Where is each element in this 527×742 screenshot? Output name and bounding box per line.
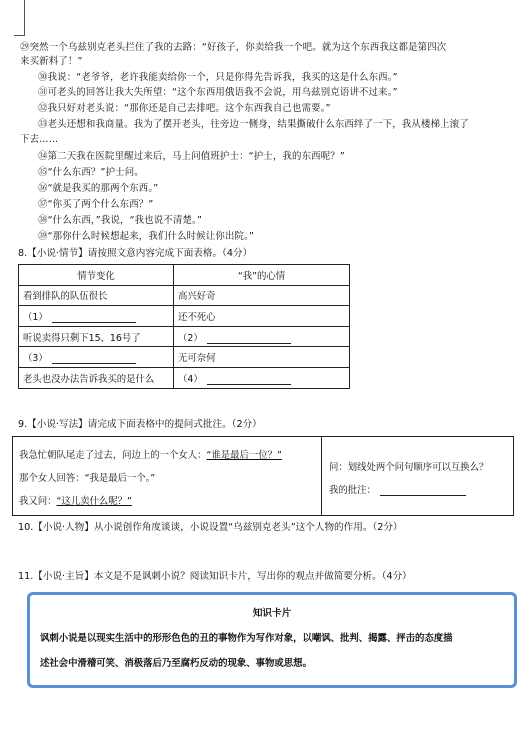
source-line-1: 我急忙朝队尾走了过去，问边上的一个女人：“谁是最后一位？”: [19, 450, 282, 461]
mood-cell-answer-4[interactable]: （4）: [174, 367, 350, 388]
plot-cell: 看到排队的队伍很长: [19, 285, 174, 306]
table-row: [19, 367, 350, 388]
question-10-title: 10.【小说·人物】从小说创作角度谈谈，小说设置“乌兹别克老头”这个人物的作用。（2分）: [18, 522, 403, 533]
column-header-plot: 情节变化: [19, 265, 174, 286]
answer-blank-3[interactable]: [52, 353, 136, 364]
passage-line: ㉝老头还想和我商量。我为了摆开老头，往旁边一侧身，结果撕破什么东西绊了一下，我从楼梯上滚了: [38, 119, 469, 130]
passage-line: ㉚我说：“老爷爷，老许我能卖给你一个，只是你得先告诉我，我买的这是什么东西。”: [38, 72, 398, 83]
passage-line: 来买新料了！”: [20, 56, 83, 67]
plot-cell-answer-1[interactable]: （1）: [19, 306, 174, 327]
column-header-mood: “我”的心情: [174, 265, 350, 286]
table-row: [19, 285, 350, 306]
table-row: [19, 326, 350, 347]
source-line-2: 那个女人回答：“我是最后一个。”: [19, 473, 156, 484]
passage-line: ㉟“什么东西？”护士问。: [38, 167, 144, 178]
mood-cell: 高兴好奇: [174, 285, 350, 306]
answer-blank-2[interactable]: [207, 333, 291, 344]
mood-cell-answer-2[interactable]: （2）: [174, 326, 350, 347]
knowledge-card: [27, 592, 517, 688]
table-row: [19, 306, 350, 327]
mood-cell: 还不死心: [174, 306, 350, 327]
underlined-question-2: “这儿卖什么呢？”: [56, 496, 132, 507]
passage-line: ㊲“你买了两个什么东西？”: [38, 199, 154, 210]
annotation-table: [12, 436, 514, 516]
question-11-title: 11.【小说·主旨】本文是不是讽刺小说？阅读知识卡片，写出你的观点并做简要分析。（4分）: [18, 571, 412, 582]
passage-line: ㊳“什么东西，”我说，“我也说不清楚。”: [38, 215, 203, 226]
annotation-source-text: [13, 437, 322, 515]
passage-line: ㉜我只好对老头说：“那你还是自己去排吧。这个东西我自己也需要。”: [38, 103, 331, 114]
annotation-question: 问：划线处两个问句顺序可以互换么？: [329, 462, 489, 473]
question-9-title: 9.【小说·写法】请完成下面表格中的提问式批注。（2分）: [18, 419, 262, 430]
passage-line: ㊱“就是我买的那两个东西。”: [38, 183, 159, 194]
plot-cell: 听说卖得只剩下15、16号了: [19, 326, 174, 347]
my-note-blank[interactable]: [380, 485, 466, 496]
mood-cell: 无可奈何: [174, 347, 350, 368]
knowledge-card-line-2: 述社会中滑稽可笑、消极落后乃至腐朽反动的现象、事物或思想。: [40, 658, 312, 669]
underlined-question-1: “谁是最后一位？”: [206, 450, 282, 461]
knowledge-card-line-1: 讽刺小说是以现实生活中的形形色色的丑的事物作为写作对象，以嘲讽、批判、揭露、抨击的态度描: [40, 633, 453, 644]
plot-cell-answer-3[interactable]: （3）: [19, 347, 174, 368]
knowledge-card-title: 知识卡片: [252, 608, 292, 619]
page-corner-mark: [14, 0, 25, 36]
my-note-row: 我的批注：: [329, 482, 466, 496]
answer-blank-1[interactable]: [52, 312, 136, 323]
passage-line: 下去……: [20, 134, 59, 145]
passage-line: ㉞第二天我在医院里醒过来后，马上问值班护士：“护士，我的东西呢？”: [38, 151, 345, 162]
table-row: [19, 347, 350, 368]
passage-line: ㉛可老头的回答让我大失所望：“这个东西用俄语我不会说，用乌兹别克语讲不过来。”: [38, 87, 398, 98]
source-line-3: 我又问：“这儿卖什么呢？”: [19, 496, 132, 507]
passage-line: ㊴“那你什么时候想起来，我们什么时候让你出院。”: [38, 231, 255, 242]
plot-cell: 老头也没办法告诉我买的是什么: [19, 367, 174, 388]
answer-blank-4[interactable]: [207, 374, 291, 385]
question-8-title: 8.【小说·情节】请按照文意内容完成下面表格。（4分）: [18, 248, 253, 259]
plot-mood-table: [18, 264, 350, 389]
passage-line: ㉙突然一个乌兹别克老头拦住了我的去路：“好孩子，你卖给我一个吧。就为这个东西我这都是第四次: [20, 42, 447, 53]
table-header-row: [19, 265, 350, 286]
